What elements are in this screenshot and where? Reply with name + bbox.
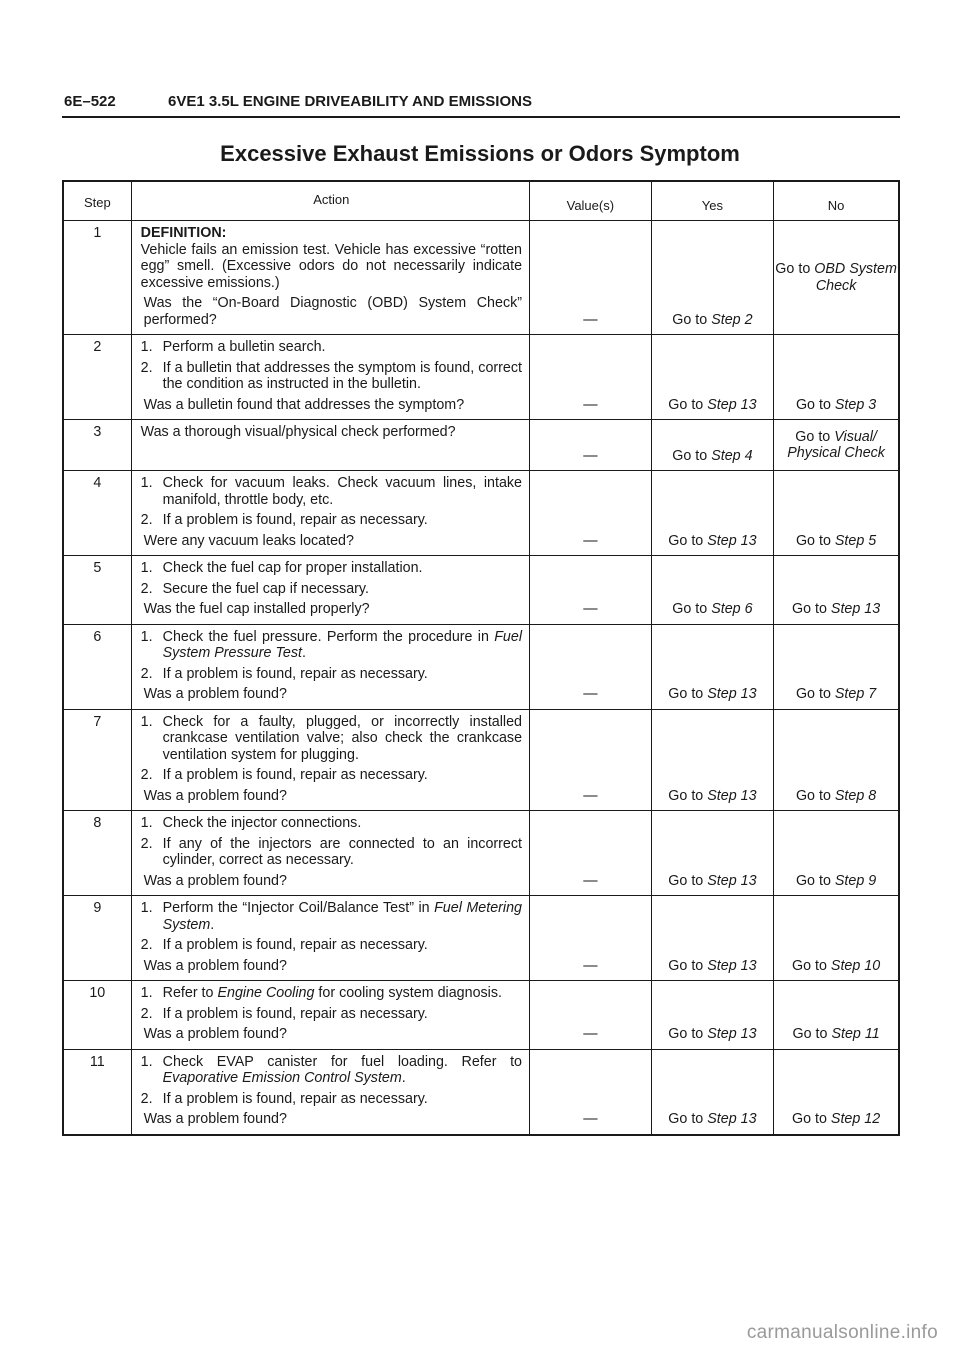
no-link[interactable]: Step 11 [831,1026,880,1042]
step-number: 10 [63,981,131,1050]
go-to-label: Go to [668,872,708,889]
list-item: 1. Check EVAP canister for fuel loading. Refer to Evaporative Emission Control System. [140,1053,523,1086]
value-cell: — [530,221,652,335]
action-cell [131,981,529,1050]
page-number: 6E–522 [64,93,116,110]
go-to-label: Go to [795,872,835,889]
list-item: 2. If any of the injectors are connected to an incorrect cylinder, correct as necessary. [140,835,523,868]
list-item: 2. If a problem is found, repair as necessary. [140,1090,428,1107]
question: Was a problem found? [143,957,287,974]
yes-link[interactable]: Step 13 [707,957,757,974]
list-item: 2. If a problem is found, repair as necessary. [140,937,428,953]
question: Was a thorough visual/physical check performed? [140,424,456,440]
yes-link[interactable]: Step 13 [707,787,757,804]
table-row [63,981,899,1050]
action-cell [131,624,529,709]
go-to-label: Go to [775,261,815,277]
table-row [63,624,899,709]
yes-cell [651,420,774,471]
diagnostic-table [62,180,900,1136]
list-item: 1. Perform a bulletin search. [140,339,326,355]
no-link[interactable]: Step 5 [834,532,877,549]
page-header [62,92,900,118]
go-to-label: Go to [668,957,708,974]
table-row [63,709,899,811]
yes-link[interactable]: Step 2 [711,311,753,328]
table-row [63,420,899,471]
list-item: 1. Perform the “Injector Coil/Balance Test” in Fuel Metering System. [140,900,523,933]
step-number: 1 [63,221,131,335]
list-item: 2. If a problem is found, repair as necessary. [140,665,428,682]
yes-link[interactable]: Step 6 [711,601,753,617]
value-cell: — [530,811,652,896]
step-number: 9 [63,896,131,981]
table-row [63,221,899,335]
list-item: 1. Check for a faulty, plugged, or incorrectly installed crankcase ventilation valve; also check the crankcase ventilation system for plugging. [140,713,523,763]
col-step: Step [63,181,131,221]
step-number: 2 [63,335,131,420]
table-row [63,471,899,556]
question: Was a problem found? [143,872,287,889]
value-cell: — [530,981,652,1050]
go-to-label: Go to [792,1026,832,1042]
list-item: 1. Check the fuel cap for proper installation. [140,560,423,576]
step-number: 3 [63,420,131,471]
go-to-label: Go to [672,311,712,328]
go-to-label: Go to [791,957,831,974]
no-link[interactable]: Step 7 [834,686,877,702]
question: Was the “On-Board Diagnostic (OBD) System Check” performed? [143,295,523,328]
col-values: Value(s) [530,181,652,221]
list-item: 2. If a problem is found, repair as necessary. [140,512,428,528]
no-link[interactable]: OBD System Check [814,261,897,294]
question: Was a problem found? [143,686,287,702]
list-item: 2. If a bulletin that addresses the symptom is found, correct the condition as instructed in the bulletin. [140,359,523,392]
question: Was a problem found? [143,1026,287,1042]
no-cell [774,471,899,556]
no-cell [774,420,899,471]
step-number: 4 [63,471,131,556]
yes-cell [651,1049,774,1135]
value-cell: — [530,896,652,981]
list-item: 1. Check the injector connections. [140,815,362,831]
no-link[interactable]: Step 9 [834,872,877,889]
go-to-label: Go to [795,396,835,413]
reference-link[interactable]: Evaporative Emission Control System [162,1070,402,1086]
list-item: 1. Refer to Engine Cooling for cooling system diagnosis. [140,985,502,1001]
no-link[interactable]: Step 8 [834,787,877,804]
table-row [63,1049,899,1135]
step-number: 11 [63,1049,131,1135]
go-to-label: Go to [795,428,835,445]
yes-cell [651,556,774,625]
yes-cell [651,624,774,709]
no-cell [774,896,899,981]
action-cell [131,420,529,471]
step-number: 8 [63,811,131,896]
definition-label: DEFINITION: [140,225,227,241]
action-cell [131,471,529,556]
list-item: 2. If a problem is found, repair as necessary. [140,1005,428,1022]
yes-cell [651,709,774,811]
action-cell [131,556,529,625]
reference-link[interactable]: Fuel System Pressure Test [162,628,523,661]
value-cell: — [530,420,652,471]
no-cell [774,335,899,420]
definition-text: Vehicle fails an emission test. Vehicle has excessive “rotten egg” smell. (Excessive odors do not necessarily indicate excessive emissions.) [140,241,523,291]
reference-link[interactable]: Fuel Metering System [162,900,523,933]
no-cell [774,221,899,335]
reference-link[interactable]: Engine Cooling [217,985,315,1001]
list-item: 1. Check the fuel pressure. Perform the procedure in Fuel System Pressure Test. [140,628,523,661]
no-link[interactable]: Step 12 [830,1111,881,1127]
no-cell [774,981,899,1050]
table-row [63,896,899,981]
yes-link[interactable]: Step 13 [707,1111,757,1127]
no-cell [774,624,899,709]
yes-link[interactable]: Step 13 [707,1026,757,1042]
yes-cell [651,811,774,896]
go-to-label: Go to [668,686,708,702]
watermark: carmanualsonline.info [746,1322,938,1343]
table-header-row [63,181,899,221]
no-link[interactable]: Step 3 [834,396,877,413]
question: Were any vacuum leaks located? [143,532,354,549]
yes-link[interactable]: Step 13 [707,686,757,702]
go-to-label: Go to [668,532,708,549]
go-to-label: Go to [791,1111,831,1127]
yes-cell [651,981,774,1050]
no-cell [774,1049,899,1135]
go-to-label: Go to [668,787,708,804]
no-cell [774,556,899,625]
no-cell [774,709,899,811]
col-yes: Yes [651,181,774,221]
go-to-label: Go to [672,601,712,617]
col-no: No [774,181,899,221]
no-link[interactable]: Step 13 [830,601,881,617]
action-cell [131,1049,529,1135]
section-title: 6VE1 3.5L ENGINE DRIVEABILITY AND EMISSIONS [168,93,532,110]
question: Was a problem found? [143,787,287,804]
go-to-label: Go to [668,396,708,413]
yes-cell [651,335,774,420]
question: Was the fuel cap installed properly? [143,601,370,617]
go-to-label: Go to [668,1111,708,1127]
go-to-label: Go to [668,1026,708,1042]
yes-cell [651,221,774,335]
yes-link[interactable]: Step 13 [707,872,757,889]
yes-cell [651,471,774,556]
value-cell: — [530,624,652,709]
yes-link[interactable]: Step 13 [707,396,757,413]
value-cell: — [530,335,652,420]
table-row [63,811,899,896]
yes-cell [651,896,774,981]
value-cell: — [530,556,652,625]
step-number: 5 [63,556,131,625]
value-cell: — [530,709,652,811]
yes-link[interactable]: Step 13 [707,532,757,549]
go-to-label: Go to [672,447,712,464]
value-cell: — [530,471,652,556]
action-cell [131,221,529,335]
question: Was a bulletin found that addresses the symptom? [143,396,465,413]
no-cell [774,811,899,896]
go-to-label: Go to [791,601,831,617]
no-link[interactable]: Visual/ Physical Check [787,428,885,461]
action-cell [131,335,529,420]
page-title: Excessive Exhaust Emissions or Odors Symptom [220,141,740,166]
question: Was a problem found? [143,1111,287,1127]
list-item: 1. Check for vacuum leaks. Check vacuum lines, intake manifold, throttle body, etc. [140,475,523,508]
no-link[interactable]: Step 10 [830,957,881,974]
step-number: 7 [63,709,131,811]
value-cell: — [530,1049,652,1135]
col-action: Action [131,181,529,221]
action-cell [131,811,529,896]
step-number: 6 [63,624,131,709]
go-to-label: Go to [795,686,835,702]
list-item: 2. If a problem is found, repair as necessary. [140,767,428,783]
action-cell [131,709,529,811]
yes-link[interactable]: Step 4 [711,447,753,464]
action-cell [131,896,529,981]
go-to-label: Go to [795,787,835,804]
list-item: 2. Secure the fuel cap if necessary. [140,580,369,597]
table-row [63,556,899,625]
go-to-label: Go to [795,532,835,549]
table-row [63,335,899,420]
